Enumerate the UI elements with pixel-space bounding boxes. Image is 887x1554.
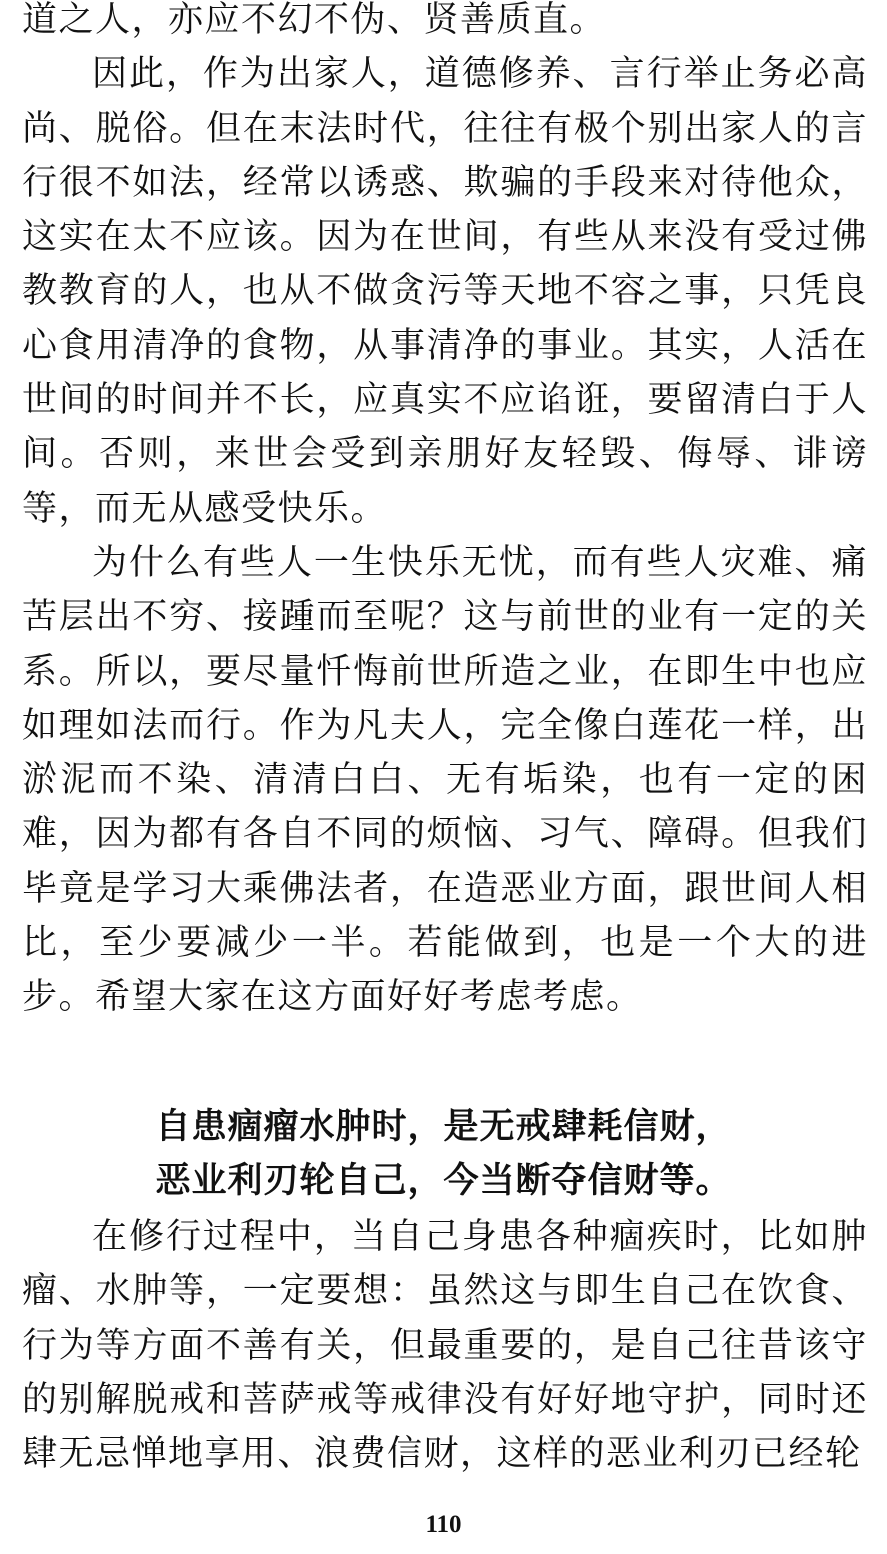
paragraph-karma: 为什么有些人一生快乐无忧，而有些人灾难、痛苦层出不穷、接踵而至呢？这与前世的业有一定的关系。所以，要尽量忏悔前世所造之业，在即生中也应如理如法而行。作为凡夫人，完全像白莲花一样，出淤泥而不染、清清白白、无有垢染，也有一定的困难，因为都有各自不同的烦恼、习气、障碍。但我们毕竟是学习大乘佛法者，在造恶业方面，跟世间人相比，至少要减少一半。若能做到，也是一个大的进步。希望大家在这方面好好考虑考虑。 <box>22 542 868 1018</box>
body-text-top <box>22 0 868 1025</box>
paragraph-monastic-conduct: 因此，作为出家人，道德修养、言行举止务必高尚、脱俗。但在末法时代，往往有极个别出家人的言行很不如法，经常以诱惑、欺骗的手段来对待他众，这实在太不应该。因为在世间，有些从来没有受过佛教教育的人，也从不做贪污等天地不容之事，只凭良心食用清净的食物，从事清净的事业。其实，人活在世间的时间并不长，应真实不应谄诳，要留清白于人间。否则，来世会受到亲朋好友轻毁、侮辱、诽谤等，而无从感受快乐。 <box>22 54 868 529</box>
paragraph-continuation: 道之人，亦应不幻不伪、贤善质直。 <box>22 0 607 40</box>
verse-heading-line-2: 恶业利刃轮自己，今当断夺信财等。 <box>155 1161 732 1201</box>
page-number: 110 <box>425 1511 462 1538</box>
paragraph-illness: 在修行过程中，当自己身患各种痼疾时，比如肿瘤、水肿等，一定要想：虽然这与即生自己在饮食、行为等方面不善有关，但最重要的，是自己往昔该守的别解脱戒和菩萨戒等戒律没有好好地守护，同时还肆无忌惮地享用、浪费信财，这样的恶业利刃已经轮 <box>22 1217 868 1475</box>
verse-heading-line-1: 自患痼瘤水肿时，是无戒肆耗信财， <box>155 1107 732 1147</box>
verse-heading <box>0 1100 887 1208</box>
body-text-bottom <box>22 1210 868 1481</box>
